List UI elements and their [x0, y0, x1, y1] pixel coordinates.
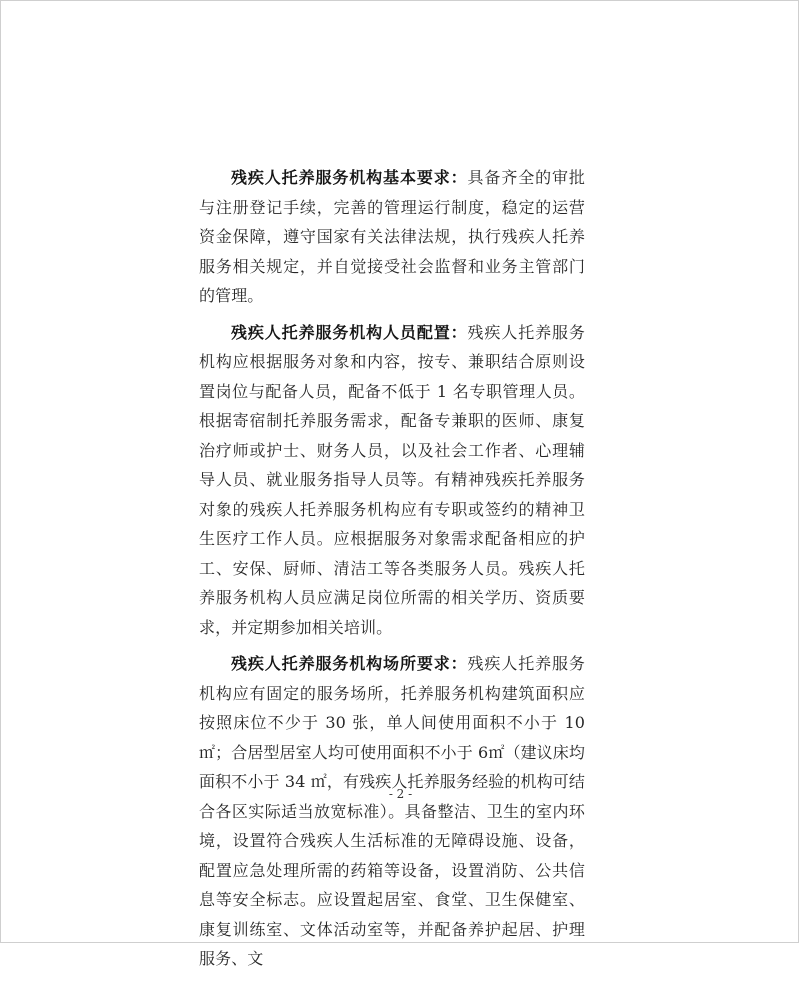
paragraph-premises	[199, 649, 585, 974]
paragraph-staffing	[199, 318, 585, 643]
paragraph-text: 残疾人托养服务机构应根据服务对象和内容，按专、兼职结合原则设置岗位与配备人员，配备不低于 1 名专职管理人员。根据寄宿制托养服务需求，配备专兼职的医师、康复治疗师或护士、财务人员，以及社会工作者、心理辅导人员、就业服务指导人员等。有精神残疾托养服务对象的残疾人托养服务机构应有专职或签约的精神卫生医疗工作人员。应根据服务对象需求配备相应的护工、安保、厨师、清洁工等各类服务人员。残疾人托养服务机构人员应满足岗位所需的相关学历、资质要求，并定期参加相关培训。	[199, 322, 585, 637]
document-body	[199, 163, 585, 981]
paragraph-heading: 残疾人托养服务机构人员配置：	[231, 322, 468, 342]
page-number: - 2 -	[388, 787, 413, 801]
paragraph-text: 具备齐全的审批与注册登记手续，完善的管理运行制度，稳定的运营资金保障，遵守国家有关法律法规，执行残疾人托养服务相关规定，并自觉接受社会监督和业务主管部门的管理。	[199, 168, 585, 305]
paragraph-basic-requirements	[199, 163, 585, 311]
paragraph-heading: 残疾人托养服务机构基本要求：	[231, 168, 468, 187]
paragraph-heading: 残疾人托养服务机构场所要求：	[231, 654, 468, 673]
paragraph-text: 残疾人托养服务机构应有固定的服务场所，托养服务机构建筑面积应按照床位不少于 30 张，单人间使用面积不小于 10㎡；合居型居室人均可使用面积不小于 6㎡（建议床均面积不小于 34 ㎡，有残疾人托养服务经验的机构可结合各区实际适当放宽标准）。具备整洁、卫生的室内环境，设置符合残疾人生活标准的无障碍设施、设备，配置应急处理所需的药箱等设备，设置消防、公共信息等安全标志。应设置起居室、食堂、卫生保健室、康复训练室、文体活动室等，并配备养护起居、护理服务、文	[199, 654, 585, 968]
